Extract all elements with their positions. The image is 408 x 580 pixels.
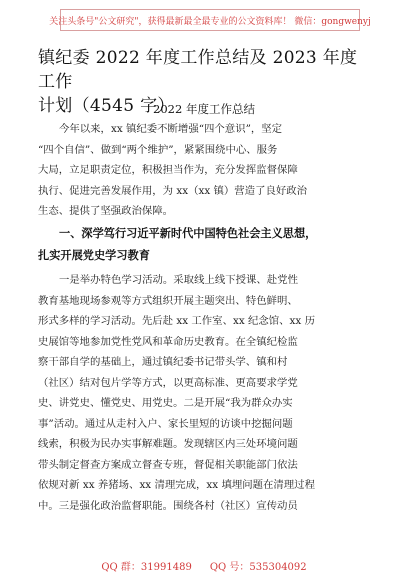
body-line: 带头制定督查方案成立督查专班，督促相关职能部门依法 bbox=[38, 458, 298, 471]
document-title-line-2: 计划（4545 字） bbox=[38, 96, 175, 116]
body-line: 依规对新 xx 养猪场、xx 清理完成，xx 填埋问题在清理过程 bbox=[38, 479, 315, 491]
document-subtitle: 2022 年度工作总结 bbox=[153, 102, 255, 116]
footer-contact bbox=[0, 558, 408, 576]
body-line: 史、讲党史、懂党史、用党史。二是开展“我为群众办实 bbox=[38, 397, 293, 409]
body-line: 形式多样的学习活动。先后赴 xx 工作室、xx 纪念馆、xx 历 bbox=[38, 315, 315, 327]
body-line: 教育基地现场参观等方式组织开展主题突出、特色鲜明、 bbox=[38, 294, 298, 307]
intro-line: 生态、提供了坚强政治保障。 bbox=[38, 205, 174, 217]
body-line: 事”活动。通过从走村入户、家长里短的访谈中挖掘问题 bbox=[38, 417, 293, 430]
promo-banner bbox=[49, 9, 371, 31]
section-heading-line: 扎实开展党史学习教育 bbox=[38, 249, 150, 262]
section-heading bbox=[38, 223, 378, 267]
body-line: 线索，积极为民办实事解难题。发现辖区内三处环境问题 bbox=[38, 438, 298, 450]
body-line: 史展馆等地参加党性党风和革命历史教育。在全镇纪检监 bbox=[38, 335, 298, 348]
intro-paragraph bbox=[38, 119, 370, 222]
intro-line: “四个自信”、做到“两个维护”，紧紧围绕中心、服务 bbox=[38, 143, 278, 156]
section-heading-line: 一、深学笃行习近平新时代中国特色社会主义思想， bbox=[59, 227, 317, 240]
footer-qq-number: QQ 号：535304092 bbox=[209, 562, 307, 573]
promo-banner-text: 关注头条号"公文研究"，获得最新最全最专业的公文资料库！ 微信：gongwenyj bbox=[49, 16, 371, 27]
intro-line: 大局，立足职责定位，积极担当作为，充分发挥监督保障 bbox=[38, 164, 298, 176]
body-line: 一是举办特色学习活动。采取线上线下授课、赴党性 bbox=[59, 274, 298, 286]
body-line: 中。三是强化政治监督职能。围绕各村（社区）宣传动员 bbox=[38, 499, 298, 512]
body-paragraph bbox=[38, 270, 370, 516]
body-line: 察干部自学的基础上，通过镇纪委书记带头学、镇和村 bbox=[38, 356, 288, 368]
document-title-line-1: 镇纪委 2022 年度工作总结及 2023 年度工作 bbox=[38, 48, 358, 92]
intro-line: 执行、促进完善发展作用，为 xx（xx 镇）营造了良好政治 bbox=[38, 184, 308, 197]
intro-line: 今年以来，xx 镇纪委不断增强“四个意识”，坚定 bbox=[59, 123, 283, 135]
footer-qq-group: QQ 群：31991489 bbox=[101, 562, 192, 573]
body-line: （社区）结对包片学等方式，以更高标准、更高要求学党 bbox=[38, 376, 298, 389]
